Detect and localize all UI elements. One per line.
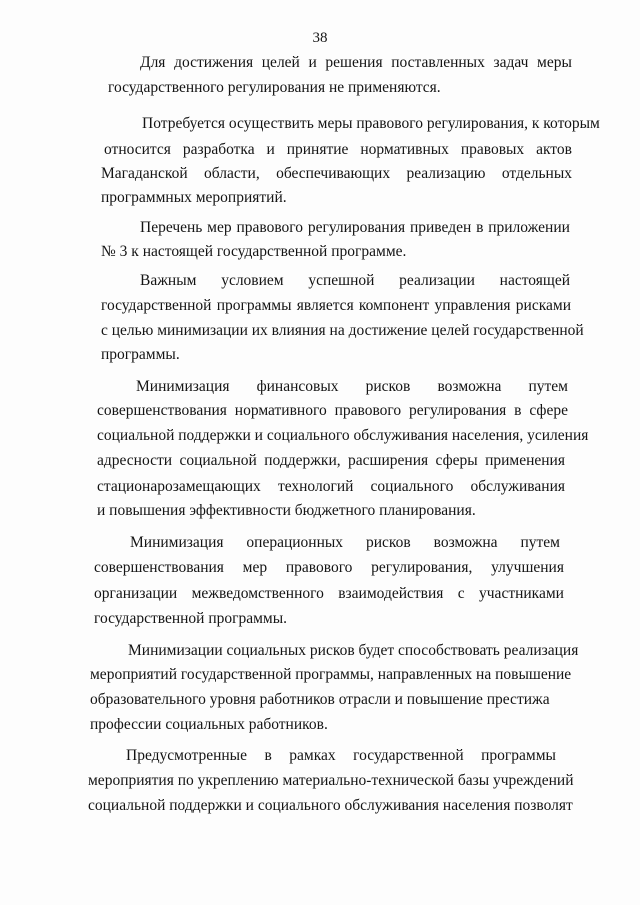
text-line — [126, 745, 556, 767]
text-line — [101, 241, 407, 263]
text-segment: компонент — [358, 297, 430, 314]
text-line — [94, 583, 564, 605]
text-segment: правовых — [460, 141, 525, 158]
text-segment: социальной — [179, 452, 257, 469]
text-segment: относится — [104, 141, 171, 158]
text-line — [101, 344, 191, 366]
text-segment: поставленных — [391, 54, 485, 71]
text-segment: Магаданской — [101, 165, 188, 182]
text-segment: управления — [434, 297, 511, 314]
text-line — [88, 795, 573, 817]
text-segment: государственной программы. — [94, 610, 288, 627]
text-line — [128, 640, 579, 662]
text-segment: решения — [325, 54, 383, 71]
text-line — [140, 270, 570, 292]
text-segment: нормативного — [234, 402, 327, 419]
text-segment: рисками — [515, 297, 571, 314]
text-segment: регулирования — [307, 219, 406, 236]
text-segment: технологий — [277, 478, 354, 495]
text-line — [142, 113, 600, 135]
text-segment: социальной поддержки и социального обслуживания населения позволят — [88, 797, 573, 814]
text-segment: и повышения эффективности бюджетного планирования. — [97, 502, 476, 519]
text-line — [94, 608, 288, 630]
text-segment: Перечень — [140, 219, 203, 236]
text-segment: программы — [481, 747, 556, 764]
text-line — [108, 77, 441, 99]
text-segment: поддержки, — [264, 452, 341, 469]
text-line — [140, 52, 572, 74]
text-segment: приведен — [409, 219, 472, 236]
text-segment: возможна — [433, 534, 498, 551]
text-segment: применения — [485, 452, 565, 469]
text-segment: мер — [207, 219, 232, 236]
text-segment: и — [308, 54, 317, 71]
text-segment: рисков — [365, 534, 411, 551]
text-line — [136, 376, 568, 398]
page-number: 38 — [312, 30, 328, 46]
text-line — [101, 163, 572, 185]
text-segment: в — [264, 747, 272, 764]
text-segment: принятие — [286, 141, 349, 158]
text-segment: с целью минимизации их влияния на достижение целей государственной — [101, 322, 584, 339]
text-segment: совершенствования — [94, 559, 224, 576]
text-segment: Потребуется осуществить меры правового регулирования, к которым — [142, 115, 600, 132]
text-segment: в — [514, 402, 522, 419]
text-segment: является — [296, 297, 354, 314]
text-segment: приложении — [488, 219, 570, 236]
text-segment: условием — [221, 272, 284, 289]
text-segment: адресности — [97, 452, 173, 469]
text-segment: профессии социальных работников. — [90, 716, 328, 733]
text-segment: сфере — [529, 402, 568, 419]
text-segment: возможна — [437, 378, 502, 395]
text-segment: социального — [370, 478, 454, 495]
text-segment: рисков — [365, 378, 411, 395]
text-segment: разработка — [182, 141, 255, 158]
text-segment: программных мероприятий. — [101, 189, 287, 206]
text-segment: социальной поддержки и социального обслуживания населения, усиления — [97, 427, 589, 444]
text-segment: мер — [242, 559, 268, 576]
text-segment: взаимодействия — [338, 585, 444, 602]
text-segment: операционных — [246, 534, 344, 551]
text-line — [104, 139, 572, 161]
text-segment: участниками — [479, 585, 564, 602]
text-segment: регулирования — [409, 402, 507, 419]
text-segment: финансовых — [256, 378, 339, 395]
text-segment: сферы — [435, 452, 478, 469]
text-segment: достижения — [174, 54, 254, 71]
text-segment: Важным — [140, 272, 197, 289]
text-line — [101, 187, 296, 209]
text-segment: правового — [236, 219, 304, 236]
text-segment: успешной — [308, 272, 375, 289]
text-line — [97, 500, 476, 522]
text-segment: организации — [94, 585, 178, 602]
text-segment: программы — [216, 297, 292, 314]
text-segment: расширения — [348, 452, 429, 469]
text-segment: регулирования, — [371, 559, 473, 576]
text-segment: межведомственного — [191, 585, 324, 602]
text-segment: правового — [334, 402, 402, 419]
text-segment: Минимизации социальных рисков будет способствовать реализация — [128, 642, 579, 659]
text-segment: меры — [537, 54, 572, 71]
text-segment: программы. — [101, 346, 180, 363]
text-line — [101, 295, 571, 317]
text-segment: обеспечивающих — [276, 165, 391, 182]
text-line — [94, 557, 564, 579]
text-segment: актов — [536, 141, 572, 158]
text-segment: рамках — [289, 747, 336, 764]
text-segment: № 3 к настоящей государственной программе. — [101, 243, 407, 260]
text-segment: путем — [520, 534, 560, 551]
text-line — [97, 476, 565, 498]
text-segment: реализацию — [406, 165, 486, 182]
text-line — [90, 664, 572, 686]
text-line — [140, 217, 570, 239]
text-segment: путем — [528, 378, 568, 395]
text-segment: государственной — [353, 747, 464, 764]
text-segment: стационарозамещающих — [97, 478, 261, 495]
text-segment: государственного регулирования не применяются. — [108, 79, 441, 96]
text-segment: Предусмотренные — [126, 747, 247, 764]
text-segment: Минимизация — [136, 378, 230, 395]
text-segment: Минимизация — [130, 534, 224, 551]
text-segment: задач — [493, 54, 529, 71]
text-segment: целей — [261, 54, 300, 71]
text-segment: образовательного уровня работников отрасли и повышение престижа — [90, 691, 550, 708]
text-segment: нормативных — [360, 141, 449, 158]
text-segment: мероприятий государственной программы, направленных на повышение — [90, 666, 572, 683]
text-line — [88, 770, 574, 792]
text-segment: настоящей — [499, 272, 570, 289]
text-line — [130, 532, 560, 554]
text-line — [90, 689, 558, 711]
text-segment: области, — [204, 165, 260, 182]
text-segment: совершенствования — [97, 402, 227, 419]
text-segment: мероприятия по укреплению материально-технической базы учреждений — [88, 772, 574, 789]
text-segment: государственной — [101, 297, 212, 314]
text-segment: с — [457, 585, 465, 602]
text-segment: и — [266, 141, 275, 158]
text-line — [97, 400, 568, 422]
text-segment: реализации — [399, 272, 475, 289]
text-segment: в — [476, 219, 484, 236]
text-segment: отдельных — [501, 165, 572, 182]
text-segment: правового — [285, 559, 353, 576]
text-line — [97, 425, 589, 447]
text-segment: обслуживания — [470, 478, 565, 495]
text-segment: Для — [140, 54, 166, 71]
text-line — [90, 714, 330, 736]
text-line — [97, 450, 565, 472]
text-line — [101, 320, 584, 342]
text-segment: улучшения — [491, 559, 564, 576]
